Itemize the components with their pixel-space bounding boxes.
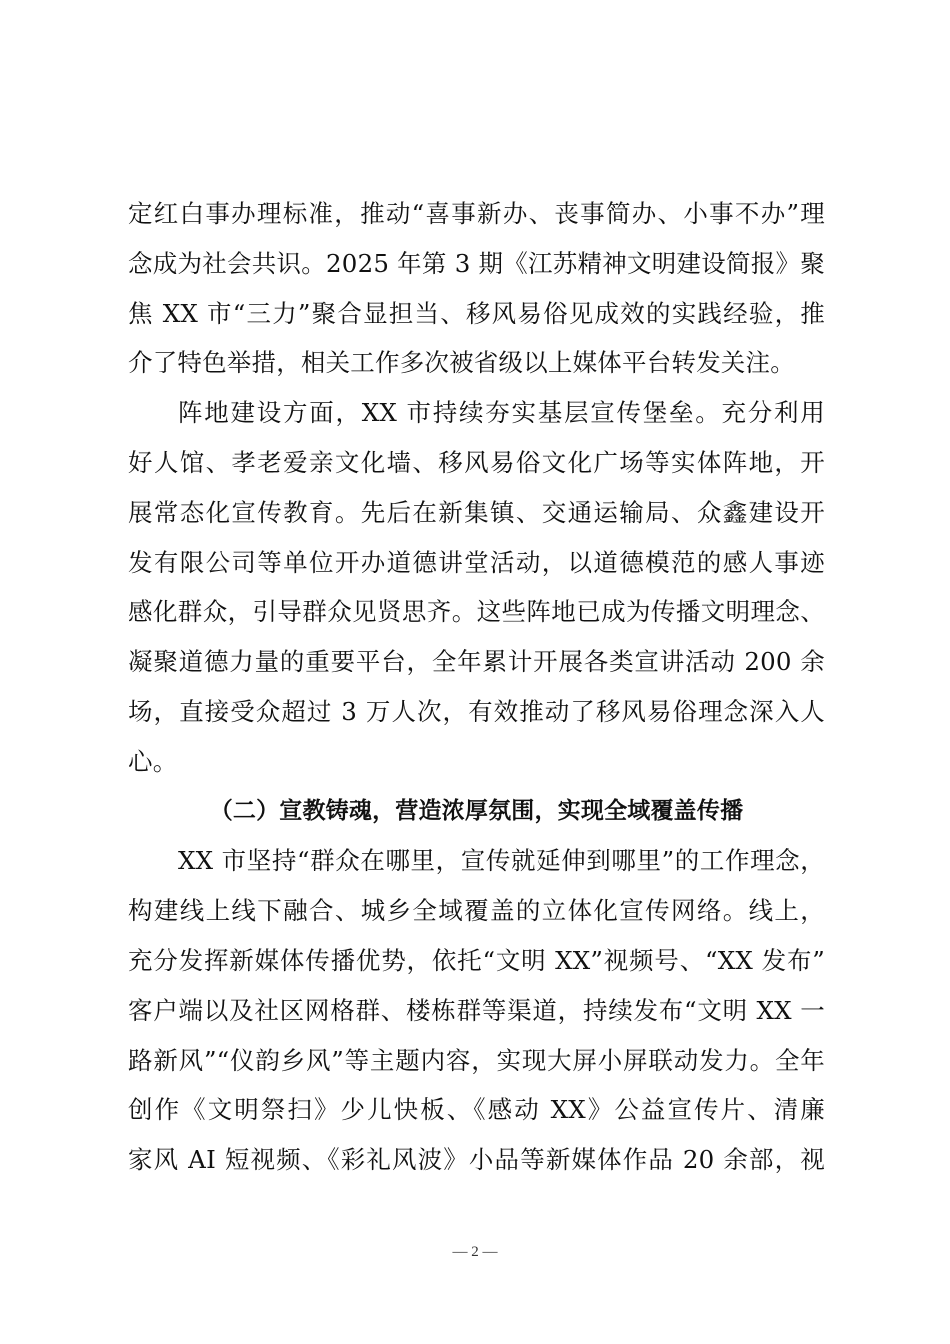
paragraph-line: 场，直接受众超过 3 万人次，有效推动了移风易俗理念深入人 bbox=[128, 696, 825, 726]
paragraph-line: 构建线上线下融合、城乡全域覆盖的立体化宣传网络。线上， bbox=[128, 896, 825, 926]
section-heading: （二）宣教铸魂，营造浓厚氛围，实现全域覆盖传播 bbox=[209, 797, 744, 824]
paragraph-line: 创作《文明祭扫》少儿快板、《感动 XX》公益宣传片、清廉 bbox=[128, 1095, 825, 1125]
paragraph-line: XX 市坚持“群众在哪里，宣传就延伸到哪里”的工作理念， bbox=[178, 846, 825, 876]
paragraph-line: 展常态化宣传教育。先后在新集镇、交通运输局、众鑫建设开 bbox=[128, 497, 825, 527]
paragraph-line: 充分发挥新媒体传播优势，依托“文明 XX”视频号、“XX 发布” bbox=[128, 945, 825, 975]
page-number: — 2 — bbox=[452, 1244, 498, 1260]
paragraph-line: 感化群众，引导群众见贤思齐。这些阵地已成为传播文明理念、 bbox=[128, 597, 825, 627]
paragraph-line: 念成为社会共识。2025 年第 3 期《江苏精神文明建设简报》聚 bbox=[128, 248, 825, 278]
paragraph-line: 阵地建设方面，XX 市持续夯实基层宣传堡垒。充分利用 bbox=[178, 398, 825, 428]
paragraph-line: 发有限公司等单位开办道德讲堂活动，以道德模范的感人事迹 bbox=[128, 547, 825, 577]
document-body bbox=[128, 189, 825, 1185]
paragraph-line: 凝聚道德力量的重要平台，全年累计开展各类宣讲活动 200 余 bbox=[128, 647, 825, 677]
paragraph-line: 介了特色举措，相关工作多次被省级以上媒体平台转发关注。 bbox=[128, 348, 795, 378]
paragraph-line: 路新风”“仪韵乡风”等主题内容，实现大屏小屏联动发力。全年 bbox=[128, 1045, 825, 1075]
paragraph-line: 定红白事办理标准，推动“喜事新办、丧事简办、小事不办”理 bbox=[128, 199, 825, 228]
paragraph-line: 客户端以及社区网格群、楼栋群等渠道，持续发布“文明 XX 一 bbox=[128, 995, 825, 1025]
paragraph-line: 好人馆、孝老爱亲文化墙、移风易俗文化广场等实体阵地，开 bbox=[128, 447, 825, 477]
paragraph-line: 心。 bbox=[128, 746, 178, 776]
paragraph-line: 焦 XX 市“三力”聚合显担当、移风易俗见成效的实践经验，推 bbox=[128, 298, 825, 328]
paragraph-line: 家风 AI 短视频、《彩礼风波》小品等新媒体作品 20 余部，视 bbox=[128, 1145, 825, 1175]
